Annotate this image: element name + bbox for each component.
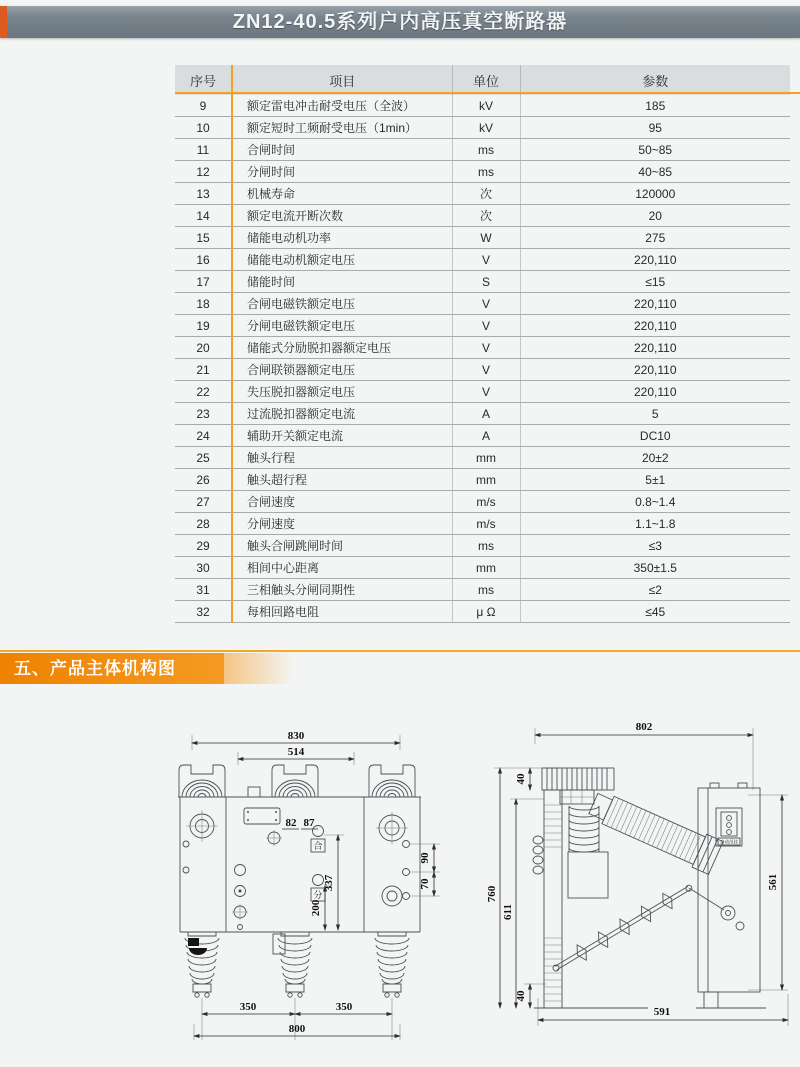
table-row	[175, 601, 790, 623]
table-header-row	[175, 65, 790, 95]
cell-value: 20	[520, 205, 790, 227]
cell-unit: ms	[452, 161, 520, 183]
cell-seq: 18	[175, 293, 232, 315]
cell-item: 储能电动机额定电压	[232, 249, 452, 271]
dim-40-top: 40	[515, 773, 527, 785]
cell-value: 220,110	[520, 315, 790, 337]
cell-item: 额定电流开断次数	[232, 205, 452, 227]
table-row	[175, 381, 790, 403]
dim-70: 70	[419, 878, 431, 890]
dim-337: 337	[323, 874, 335, 892]
cell-item: 额定短时工频耐受电压（1min）	[232, 117, 452, 139]
cell-unit: μ Ω	[452, 601, 520, 623]
dim-200: 200	[310, 899, 322, 917]
cell-item: 合闸联锁器额定电压	[232, 359, 452, 381]
header-cell-value: 参数	[520, 65, 790, 95]
cell-seq: 10	[175, 117, 232, 139]
cell-unit: ms	[452, 139, 520, 161]
table-row	[175, 425, 790, 447]
cell-item: 储能电动机功率	[232, 227, 452, 249]
cell-value: ≤3	[520, 535, 790, 557]
cell-seq: 25	[175, 447, 232, 469]
cell-value: 5±1	[520, 469, 790, 491]
dim-350-left: 350	[239, 1001, 257, 1013]
table-row	[175, 161, 790, 183]
table-row	[175, 557, 790, 579]
table-row	[175, 579, 790, 601]
close-button-label: 合	[313, 841, 323, 851]
cell-seq: 27	[175, 491, 232, 513]
cell-unit: kV	[452, 117, 520, 139]
cell-value: ≤2	[520, 579, 790, 601]
table-header-orange-rule	[175, 92, 800, 94]
nameplate-label: 自动吊挂	[720, 839, 738, 845]
table-row	[175, 117, 790, 139]
dim-87: 87	[303, 817, 315, 829]
cell-item: 过流脱扣器额定电流	[232, 403, 452, 425]
table-row	[175, 205, 790, 227]
cell-value: ≤15	[520, 271, 790, 293]
cell-item: 额定雷电冲击耐受电压（全波）	[232, 95, 452, 117]
cell-unit: ms	[452, 535, 520, 557]
cell-unit: mm	[452, 447, 520, 469]
section-header	[0, 653, 224, 684]
cell-value: 20±2	[520, 447, 790, 469]
cell-value: 185	[520, 95, 790, 117]
cell-seq: 19	[175, 315, 232, 337]
cell-seq: 31	[175, 579, 232, 601]
cell-unit: ms	[452, 579, 520, 601]
cell-item: 合闸速度	[232, 491, 452, 513]
table-row	[175, 403, 790, 425]
cell-item: 相间中心距离	[232, 557, 452, 579]
cell-unit: A	[452, 403, 520, 425]
table-row	[175, 271, 790, 293]
side-view-drawing	[486, 702, 800, 1047]
cell-unit: V	[452, 293, 520, 315]
dim-591: 591	[653, 1006, 671, 1018]
cell-value: 0.8~1.4	[520, 491, 790, 513]
cell-item: 储能式分励脱扣器额定电压	[232, 337, 452, 359]
cell-value: DC10	[520, 425, 790, 447]
cell-seq: 28	[175, 513, 232, 535]
cell-seq: 32	[175, 601, 232, 623]
cell-seq: 16	[175, 249, 232, 271]
dim-90: 90	[419, 852, 431, 864]
table-row	[175, 359, 790, 381]
cell-item: 三相触头分闸同期性	[232, 579, 452, 601]
dim-800: 800	[288, 1023, 306, 1035]
cell-unit: V	[452, 359, 520, 381]
cell-value: ≤45	[520, 601, 790, 623]
cell-unit: V	[452, 315, 520, 337]
table-row	[175, 491, 790, 513]
table-row	[175, 227, 790, 249]
cell-unit: V	[452, 337, 520, 359]
cell-unit: A	[452, 425, 520, 447]
cell-item: 触头行程	[232, 447, 452, 469]
table-row	[175, 95, 790, 117]
cell-value: 220,110	[520, 359, 790, 381]
cell-unit: m/s	[452, 513, 520, 535]
cell-seq: 21	[175, 359, 232, 381]
cell-seq: 11	[175, 139, 232, 161]
cell-seq: 26	[175, 469, 232, 491]
dim-561: 561	[767, 873, 779, 891]
cell-seq: 29	[175, 535, 232, 557]
cell-item: 分闸时间	[232, 161, 452, 183]
cell-unit: mm	[452, 557, 520, 579]
dim-760: 760	[486, 885, 498, 903]
cell-item: 机械寿命	[232, 183, 452, 205]
cell-value: 275	[520, 227, 790, 249]
cell-item: 触头超行程	[232, 469, 452, 491]
cell-seq: 24	[175, 425, 232, 447]
header-cell-unit: 单位	[452, 65, 520, 95]
dim-830: 830	[287, 730, 305, 742]
dim-40-bottom: 40	[515, 990, 527, 1002]
cell-item: 辅助开关额定电流	[232, 425, 452, 447]
table-row	[175, 513, 790, 535]
dim-350-right: 350	[335, 1001, 353, 1013]
cell-seq: 12	[175, 161, 232, 183]
table-row	[175, 293, 790, 315]
section-header-label: 五、产品主体机构图	[14, 659, 176, 678]
dim-802: 802	[635, 721, 653, 733]
cell-value: 95	[520, 117, 790, 139]
cell-unit: V	[452, 381, 520, 403]
section-header-tail	[224, 653, 294, 684]
cell-value: 220,110	[520, 249, 790, 271]
dim-514: 514	[287, 746, 305, 758]
table-header	[175, 65, 790, 95]
cell-seq: 15	[175, 227, 232, 249]
cell-seq: 17	[175, 271, 232, 293]
cell-item: 储能时间	[232, 271, 452, 293]
cell-unit: W	[452, 227, 520, 249]
spec-table	[175, 65, 790, 623]
cell-unit: mm	[452, 469, 520, 491]
cell-item: 触头合闸跳闸时间	[232, 535, 452, 557]
cell-item: 合闸时间	[232, 139, 452, 161]
cell-item: 分闸电磁铁额定电压	[232, 315, 452, 337]
cell-unit: kV	[452, 95, 520, 117]
header-cell-item: 项目	[232, 65, 452, 95]
cell-item: 分闸速度	[232, 513, 452, 535]
cell-value: 220,110	[520, 381, 790, 403]
cell-item: 失压脱扣器额定电压	[232, 381, 452, 403]
page-title: ZN12-40.5系列户内高压真空断路器	[232, 11, 568, 33]
table-row	[175, 183, 790, 205]
cell-seq: 14	[175, 205, 232, 227]
cell-seq: 30	[175, 557, 232, 579]
cell-value: 120000	[520, 183, 790, 205]
table-row	[175, 249, 790, 271]
cell-unit: 次	[452, 183, 520, 205]
cell-value: 5	[520, 403, 790, 425]
table-row	[175, 315, 790, 337]
cell-seq: 9	[175, 95, 232, 117]
cell-item: 每相回路电阻	[232, 601, 452, 623]
cell-value: 220,110	[520, 293, 790, 315]
cell-seq: 22	[175, 381, 232, 403]
cell-item: 合闸电磁铁额定电压	[232, 293, 452, 315]
table-body	[175, 95, 790, 623]
cell-value: 220,110	[520, 337, 790, 359]
header-cell-seq: 序号	[175, 65, 232, 95]
table-row	[175, 447, 790, 469]
cell-seq: 23	[175, 403, 232, 425]
table-row	[175, 139, 790, 161]
cell-seq: 13	[175, 183, 232, 205]
cell-unit: 次	[452, 205, 520, 227]
table-row	[175, 337, 790, 359]
cell-unit: V	[452, 249, 520, 271]
cell-seq: 20	[175, 337, 232, 359]
section-rule	[0, 650, 800, 652]
table-row	[175, 469, 790, 491]
open-button-label: 分	[313, 890, 323, 900]
dim-82: 82	[285, 817, 297, 829]
cell-value: 350±1.5	[520, 557, 790, 579]
table-row	[175, 535, 790, 557]
cell-value: 40~85	[520, 161, 790, 183]
cell-unit: S	[452, 271, 520, 293]
cell-value: 50~85	[520, 139, 790, 161]
cell-unit: m/s	[452, 491, 520, 513]
dim-611: 611	[502, 904, 514, 920]
cell-value: 1.1~1.8	[520, 513, 790, 535]
front-view-drawing	[178, 702, 470, 1047]
